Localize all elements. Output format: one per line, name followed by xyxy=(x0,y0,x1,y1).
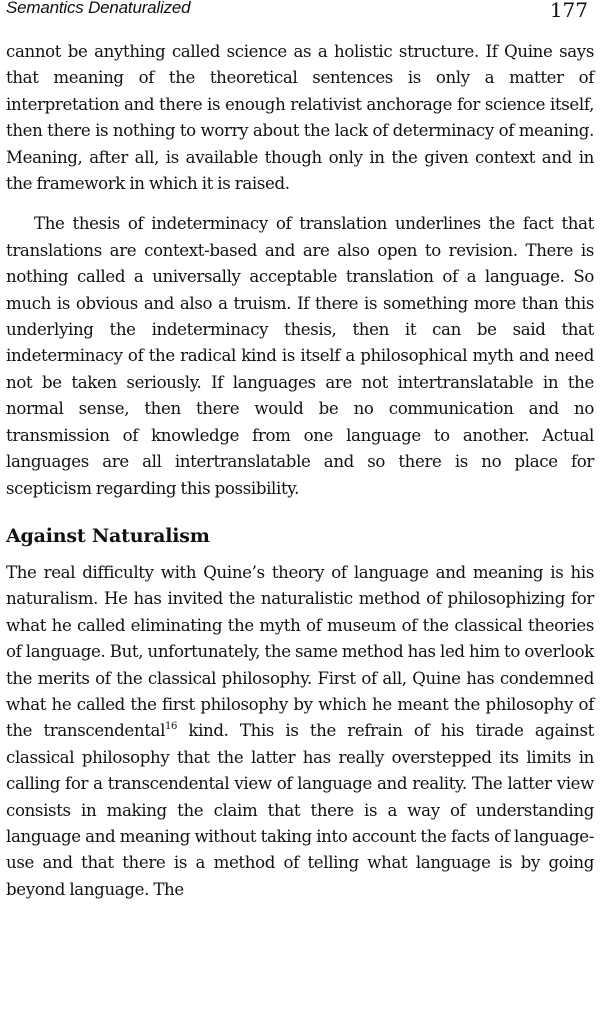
footnote-marker[interactable]: 16 xyxy=(165,720,178,732)
section-heading: Against Naturalism xyxy=(6,524,210,547)
running-head xyxy=(6,0,594,26)
running-title: Semantics Denaturalized xyxy=(6,0,191,17)
page-number: 177 xyxy=(549,0,588,22)
paragraph-continued: cannot be anything called science as a holistic structure. If Quine says that meaning of the theoretical sentences is only a matter of interpretation and there is enough relativist anchorage for science itself, then there is nothing to worry about the lack of determinacy of meaning. Meaning, after all, is available though only in the given context and in the framework in which it is raised. xyxy=(6,42,594,194)
paragraph-naturalism-text-start: The real difficulty with Quine’s theory of language and meaning is his naturalism. He has invited the naturalistic method of philosophizing for what he called eliminating the myth of museum of the classical theories of language. But, unfortunately, the same method has led him to overlook the merits of the classical philosophy. First of all, Quine has condemned what he called the first philosophy by which he meant the philosophy of the transcendental xyxy=(6,562,594,741)
paragraph-naturalism xyxy=(6,560,594,903)
paragraph-indeterminacy: The thesis of indeterminacy of translation underlines the fact that translations are context-based and are also open to revision. There is nothing called a universally acceptable translation of a language. So much is obvious and also a truism. If there is something more than this underlying the indeterminacy thesis, then it can be said that indeterminacy of the radical kind is itself a philosophical myth and need not be taken seriously. If languages are not intertranslatable in the normal sense, then there would be no communication and no transmission of knowledge from one language to another. Actual languages are all intertranslatable and so there is no place for scepticism regarding this possibility. xyxy=(6,214,594,498)
paragraph-naturalism-text-end: kind. This is the refrain of his tirade against classical philosophy that the latter has really overstepped its limits in calling for a transcendental view of language and reality. The latter view consists in making the claim that there is a way of understanding language and meaning without taking into account the facts of language-use and that there is a method of telling what language is by going beyond language. The xyxy=(6,721,595,899)
